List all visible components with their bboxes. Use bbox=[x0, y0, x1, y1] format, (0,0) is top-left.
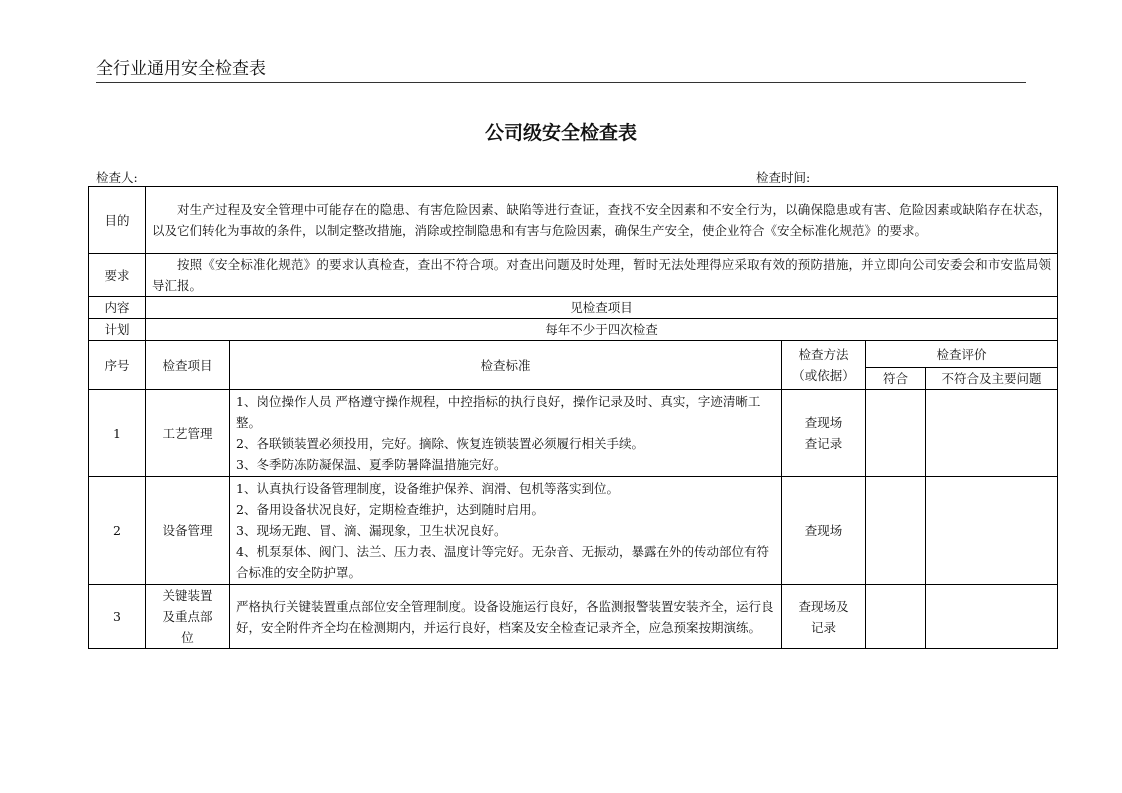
row-nonconform-cell[interactable] bbox=[926, 477, 1058, 585]
row-conform-cell[interactable] bbox=[866, 390, 926, 477]
standard-line: 2、各联锁装置必须投用，完好。摘除、恢复连锁装置必须履行相关手续。 bbox=[236, 436, 644, 451]
item-line: 及重点部 bbox=[162, 609, 213, 624]
col-header-method-line: （或依据） bbox=[792, 368, 855, 383]
col-header-item: 检查项目 bbox=[146, 341, 230, 390]
plan-row bbox=[89, 319, 1058, 341]
row-conform-cell[interactable] bbox=[866, 585, 926, 649]
col-header-method bbox=[782, 341, 866, 390]
row-item: 设备管理 bbox=[146, 477, 230, 585]
content-row bbox=[89, 297, 1058, 319]
item-line: 关键装置 bbox=[162, 588, 213, 603]
col-header-evaluation: 检查评价 bbox=[866, 341, 1058, 368]
standard-line: 4、机泵泵体、阀门、法兰、压力表、温度计等完好。无杂音、无振动，暴露在外的传动部位有符合标准的安全防护罩。 bbox=[236, 544, 769, 580]
column-header-row bbox=[89, 341, 1058, 368]
method-line: 查现场及 bbox=[798, 598, 849, 614]
row-item bbox=[146, 585, 230, 649]
row-no: 3 bbox=[89, 585, 146, 649]
col-header-standard: 检查标准 bbox=[230, 341, 782, 390]
requirement-label: 要求 bbox=[89, 254, 146, 297]
row-standards bbox=[230, 477, 782, 585]
running-header bbox=[96, 58, 1026, 83]
standard-line: 2、备用设备状况良好，定期检查维护，达到随时启用。 bbox=[236, 502, 544, 517]
inspection-time-label: 检查时间: bbox=[756, 170, 811, 185]
col-header-conform: 符合 bbox=[866, 368, 926, 390]
row-standards bbox=[230, 585, 782, 649]
col-header-method-line: 检查方法 bbox=[798, 347, 849, 362]
table-row bbox=[89, 390, 1058, 477]
row-nonconform-cell[interactable] bbox=[926, 585, 1058, 649]
col-header-no: 序号 bbox=[89, 341, 146, 390]
requirement-text: 按照《安全标准化规范》的要求认真检查，查出不符合项。对查出问题及时处理，暂时无法处理得应采取有效的预防措施，并立即向公司安委会和市安监局领导汇报。 bbox=[146, 254, 1058, 297]
table-row bbox=[89, 477, 1058, 585]
content-text: 见检查项目 bbox=[146, 297, 1058, 319]
document-title: 公司级安全检查表 bbox=[484, 122, 637, 144]
standard-line: 1、岗位操作人员 严格遵守操作规程，中控指标的执行良好，操作记录及时、真实，字迹清晰工整。 bbox=[236, 394, 761, 430]
row-conform-cell[interactable] bbox=[866, 477, 926, 585]
row-method bbox=[782, 390, 866, 477]
method-line: 查现场 bbox=[804, 523, 843, 538]
method-line: 查记录 bbox=[804, 436, 843, 451]
row-method bbox=[782, 585, 866, 649]
method-line: 查现场 bbox=[804, 415, 843, 430]
content-label: 内容 bbox=[89, 297, 146, 319]
col-header-nonconform: 不符合及主要问题 bbox=[926, 368, 1058, 390]
purpose-label: 目的 bbox=[89, 187, 146, 254]
row-no: 2 bbox=[89, 477, 146, 585]
item-line: 位 bbox=[181, 630, 194, 645]
row-standards bbox=[230, 390, 782, 477]
standard-line: 3、冬季防冻防凝保温、夏季防暑降温措施完好。 bbox=[236, 457, 507, 472]
running-title: 全行业通用安全检查表 bbox=[96, 59, 266, 79]
row-nonconform-cell[interactable] bbox=[926, 390, 1058, 477]
row-item: 工艺管理 bbox=[146, 390, 230, 477]
table-row bbox=[89, 585, 1058, 649]
standard-line: 3、现场无跑、冒、滴、漏现象，卫生状况良好。 bbox=[236, 523, 507, 538]
row-method bbox=[782, 477, 866, 585]
method-line: 记录 bbox=[810, 619, 836, 635]
standard-line: 1、认真执行设备管理制度，设备维护保养、润滑、包机等落实到位。 bbox=[236, 481, 619, 496]
standard-line: 严格执行关键装置重点部位安全管理制度。设备设施运行良好，各监测报警装置安装齐全，运行良好，安全附件齐全均在检测期内，并运行良好，档案及安全检查记录齐全，应急预案按期演练。 bbox=[236, 598, 774, 635]
purpose-row bbox=[89, 187, 1058, 254]
row-no: 1 bbox=[89, 390, 146, 477]
purpose-text: 对生产过程及安全管理中可能存在的隐患、有害危险因素、缺陷等进行查证，查找不安全因素和不安全行为，以确保隐患或有害、危险因素或缺陷存在状态，以及它们转化为事故的条件，以制定整改措施，消除或控制隐患和有害与危险因素，确保生产安全，使企业符合《安全标准化规范》的要求。 bbox=[146, 187, 1058, 254]
requirement-row bbox=[89, 254, 1058, 297]
inspection-table bbox=[88, 186, 1058, 649]
plan-text: 每年不少于四次检查 bbox=[146, 319, 1058, 341]
plan-label: 计划 bbox=[89, 319, 146, 341]
inspector-label: 检查人: bbox=[96, 170, 138, 185]
